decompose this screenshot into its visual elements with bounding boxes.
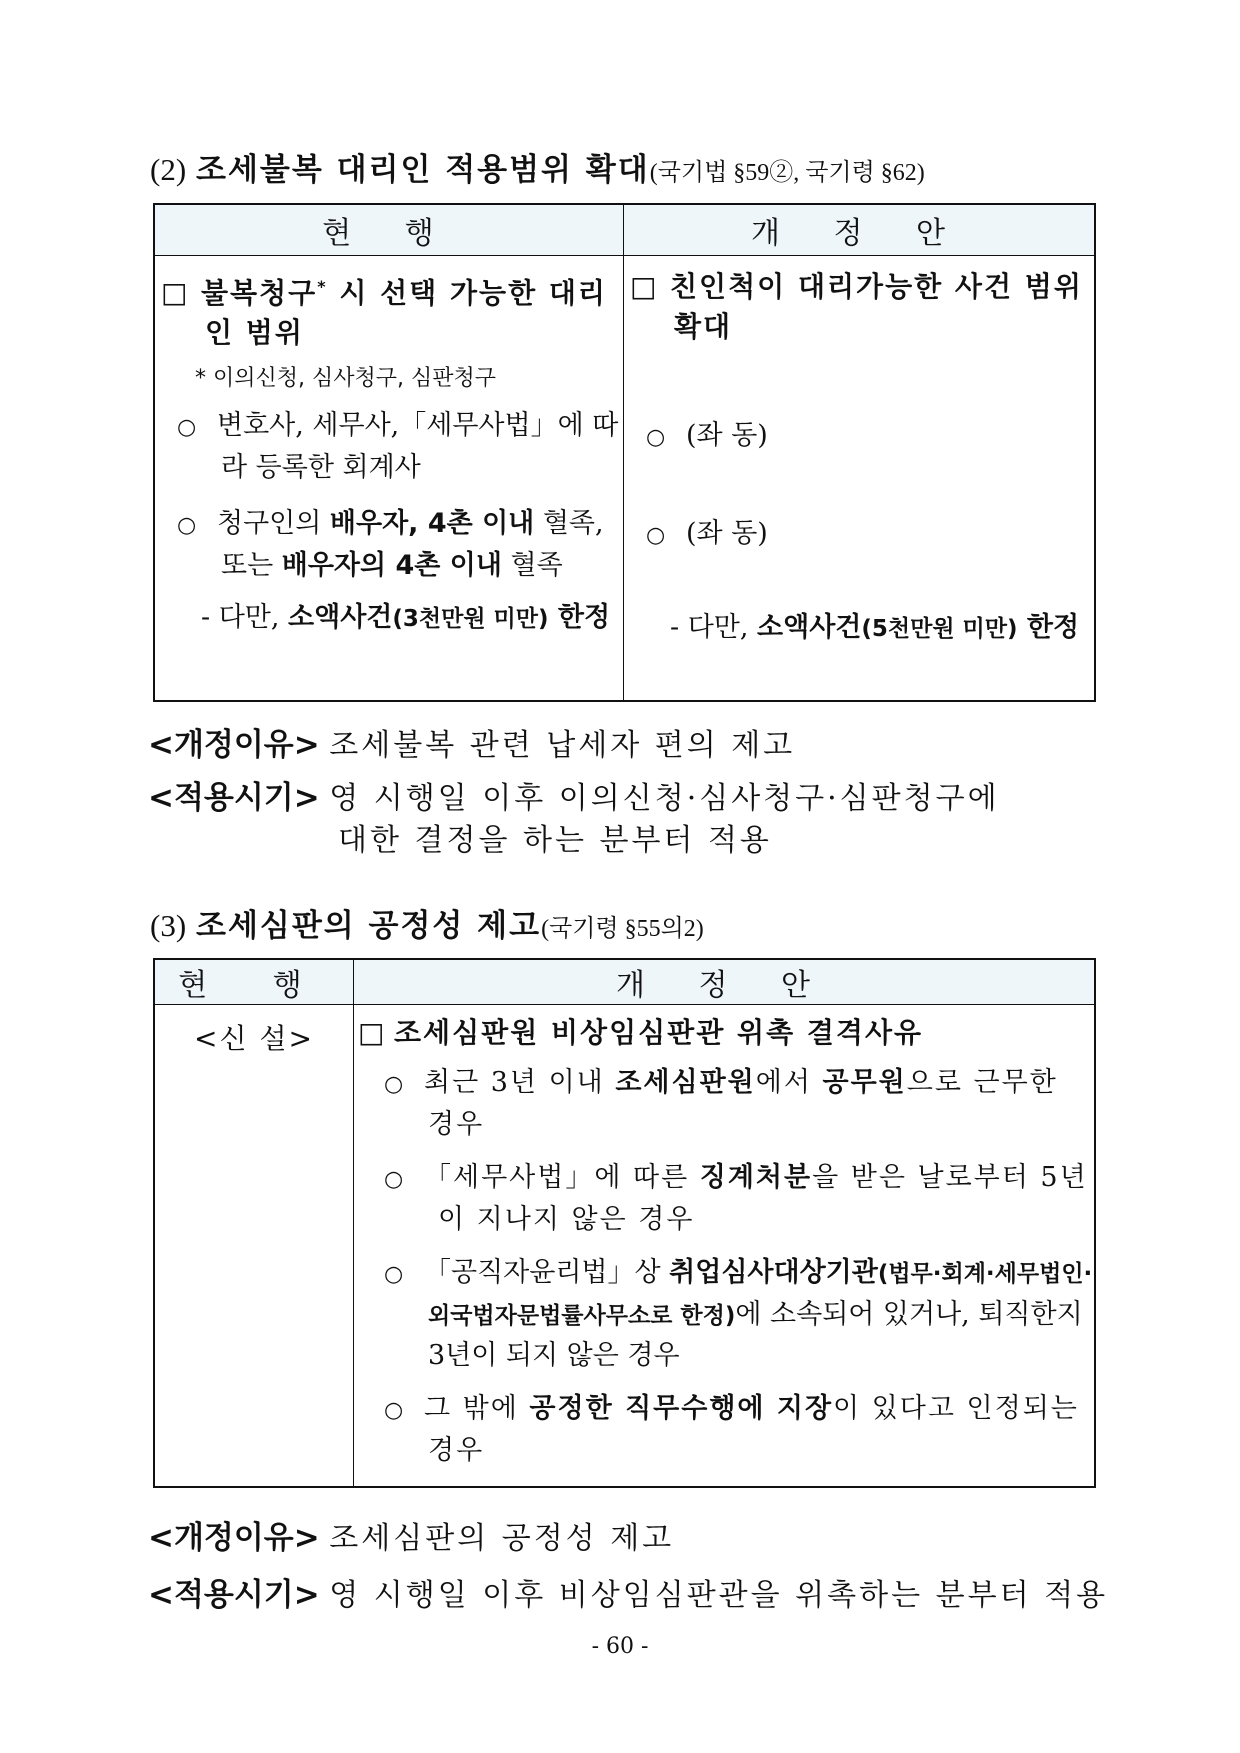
section3-proposed-cell xyxy=(354,1005,1096,1488)
section2-col-current: 현 행 xyxy=(154,204,624,256)
section3-item2: ○ 「세무사법」에 따른 징계처분을 받은 날로부터 5년이 지나지 않은 경우 xyxy=(384,1162,1088,1235)
section3-number: (3) xyxy=(150,908,187,943)
section2-current-heading: □ 불복청구* 시 선택 가능한 대리인 범위 xyxy=(161,276,607,350)
section2-proposed-item2: ○ (좌 동) xyxy=(646,518,768,549)
section2-current-sub: - 다만, 소액사건(3천만원 미만) 한정 xyxy=(201,602,611,634)
section2-reference: (국기법 §59②, 국기령 §62) xyxy=(649,160,925,186)
section2-footnote: * 이의신청, 심사청구, 심판청구 xyxy=(195,366,496,392)
section3-new-label: <신 설> xyxy=(194,1022,314,1055)
section3-item4: ○ 그 밖에 공정한 직무수행에 지장이 있다고 인정되는 경우 xyxy=(384,1393,1079,1466)
section2-proposed-heading: □ 친인척이 대리가능한 사건 범위 확대 xyxy=(630,270,1083,343)
section3-apply: <적용시기> 영 시행일 이후 비상임심판관을 위촉하는 분부터 적용 xyxy=(148,1577,1109,1613)
section2-apply-cont: 대한 결정을 하는 분부터 적용 xyxy=(338,823,772,858)
section3-col-current: 현 행 xyxy=(154,959,354,1005)
section2-reason: <개정이유> 조세불복 관련 납세자 편의 제고 xyxy=(148,727,796,763)
section2-current-cell xyxy=(154,256,624,702)
section2-title xyxy=(150,144,925,189)
page-number: - 60 - xyxy=(591,1634,649,1659)
section3-title xyxy=(150,900,704,945)
section2-proposed-cell xyxy=(624,256,1096,702)
section2-comparison-table xyxy=(153,203,1096,702)
section3-heading: 조세심판의 공정성 제고 xyxy=(196,908,542,944)
section3-proposed-heading: □ 조세심판원 비상임심판관 위촉 결격사유 xyxy=(358,1016,924,1049)
section2-heading: 조세불복 대리인 적용범위 확대 xyxy=(196,152,650,188)
section3-reason: <개정이유> 조세심판의 공정성 제고 xyxy=(148,1520,675,1556)
section3-item3: ○ 「공직자윤리법」상 취업심사대상기관(법무·회계·세무법인·외국법자문법률사무소로 한정)에 소속되어 있거나, 퇴직한지 3년이 되지 않은 경우 xyxy=(384,1257,1093,1371)
section3-reference: (국기령 §55의2) xyxy=(541,916,704,942)
section2-col-proposed: 개 정 안 xyxy=(624,204,1096,256)
section2-proposed-item1: ○ (좌 동) xyxy=(646,420,768,451)
section2-apply: <적용시기> 영 시행일 이후 이의신청·심사청구·심판청구에 xyxy=(148,780,1000,816)
section2-current-item2: ○ 청구인의 배우자, 4촌 이내 혈족, 또는 배우자의 4촌 이내 혈족 xyxy=(177,508,604,582)
section3-col-proposed: 개 정 안 xyxy=(354,959,1096,1005)
section2-number: (2) xyxy=(150,152,187,187)
section3-current-cell xyxy=(154,1005,354,1488)
section3-item1: ○ 최근 3년 이내 조세심판원에서 공무원으로 근무한 경우 xyxy=(384,1067,1058,1140)
section2-proposed-sub: - 다만, 소액사건(5천만원 미만) 한정 xyxy=(670,612,1080,643)
section2-current-item1: ○ 변호사, 세무사,「세무사법」에 따라 등록한 회계사 xyxy=(177,410,619,484)
section3-comparison-table xyxy=(153,958,1096,1488)
